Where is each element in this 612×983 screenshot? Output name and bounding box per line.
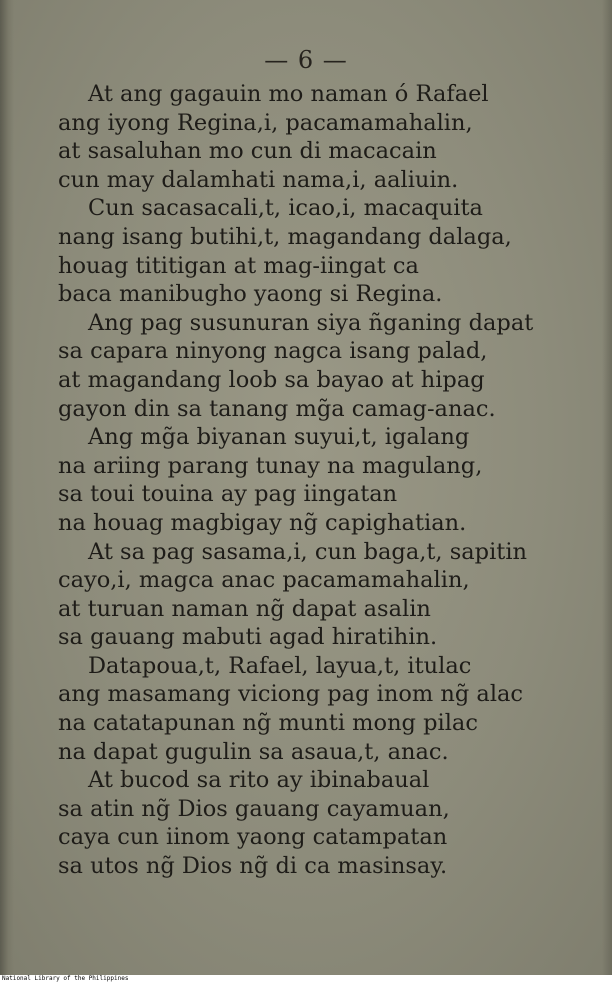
verse-line: baca manibugho yaong si Regina. [58,281,443,308]
verse-line: Ang mg̃a biyanan suyui,t, igalang [88,424,470,451]
verse-line: na dapat gugulin sa asaua,t, anac. [58,738,449,765]
verse-line: sa toui touina ay pag iingatan [58,481,398,508]
stanza [58,80,598,194]
verse-line: Datapoua,t, Rafael, layua,t, itulac [88,652,472,679]
verse-line: gayon din sa tanang mg̃a camag-anac. [58,395,496,422]
verse-line: Ang pag susunuran siya ñganing dapat [88,309,534,336]
verse-line: cayo,i, magca anac pacamamahalin, [58,567,470,594]
poem-text [58,80,598,881]
verse-line: sa gauang mabuti agad hiratihin. [58,624,438,651]
stanza [58,538,598,652]
verse-line: houag tititigan at mag-iingat ca [58,252,419,279]
verse-line: nang isang butihi,t, magandang dalaga, [58,223,512,250]
verse-line: na houag magbigay ng̃ capighatian. [58,509,467,536]
verse-line: cun may dalamhati nama,i, aaliuin. [58,166,459,193]
verse-line: At sa pag sasama,i, cun baga,t, sapitin [88,538,528,565]
verse-line: caya cun iinom yaong catampatan [58,824,448,851]
stanza [58,194,598,308]
verse-line: sa utos ng̃ Dios ng̃ di ca masinsay. [58,853,448,880]
verse-line: at turuan naman ng̃ dapat asalin [58,595,431,622]
stanza [58,652,598,766]
verse-line: sa atin ng̃ Dios gauang cayamuan, [58,795,450,822]
verse-line: na catatapunan ng̃ munti mong pilac [58,710,478,737]
verse-line: na ariing parang tunay na magulang, [58,452,483,479]
stanza [58,766,598,880]
verse-line: At bucod sa rito ay ibinabaual [88,767,430,794]
stanza [58,423,598,537]
verse-line: at magandang loob sa bayao at hipag [58,366,485,393]
footer-credit: National Library of the Philippines [0,975,612,983]
verse-line: Cun sacasacali,t, icao,i, macaquita [88,195,483,222]
verse-line: ang iyong Regina,i, pacamamahalin, [58,109,473,136]
verse-line: ang masamang viciong pag inom ng̃ alac [58,681,524,708]
verse-line: sa capara ninyong nagca isang palad, [58,338,488,365]
verse-line: At ang gagauin mo naman ó Rafael [88,81,489,107]
page-number: — 6 — [264,46,348,74]
verse-line: at sasaluhan mo cun di macacain [58,138,437,165]
page-spine-shadow [0,0,14,975]
page-edge-shadow [602,0,612,975]
stanza [58,309,598,423]
